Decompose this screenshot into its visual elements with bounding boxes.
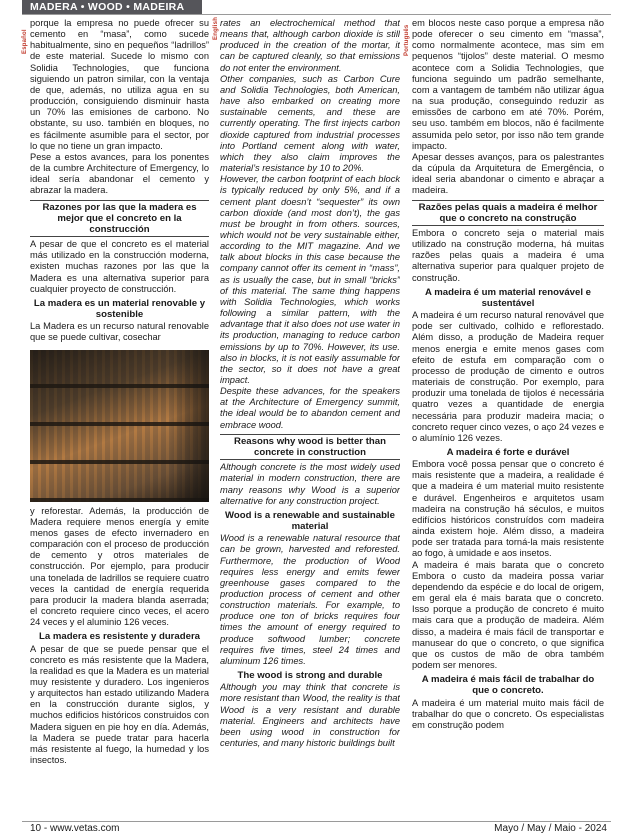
paragraph: La Madera es un recurso natural renovable que se puede cultivar, cosechar [30, 321, 209, 343]
footer-issue-date: Mayo / May / Maio - 2024 [494, 823, 607, 834]
paragraph: Despite these advances, for the speakers at the Architecture of Emergency summit, the ideal would be to abandon cement and embrace wood. [220, 386, 400, 430]
paragraph: y reforestar. Además, la producción de Madera requiere menos energía y emite menos gases de efecto invernadero en comparación con el proceso de producción de cemento y otros materiales de construcción. Por ejemplo, para producir una tonelada de ladrillos se requiere cuatro veces la cantidad de energía requerida para producir la madera blanda aserrada; el concreto requiere cinco veces, el acero 24 veces y el aluminio 126 veces. [30, 505, 209, 628]
section-heading: La madera es un material renovable y sostenible [33, 297, 206, 321]
wood-facade-photo [30, 350, 209, 502]
top-divider [22, 14, 611, 15]
paragraph: em blocos neste caso porque a empresa não pode oferecer o seu cimento em “massa”, como normalmente acontece, mas sim em pequenos “tijolos” deste material. O mesmo acontece com a Solidia Technologies, que funciona seguindo um padrão semelhante, com a vantagem de também não utilizar água na sua produção, conseguindo reduzir as emissões de carbono em até 70%. Porém, seu uso. também em blocos, não é facilmente assumida pelo setor, por isso não tem grande impacto. [412, 18, 604, 151]
paragraph: A madeira é um recurso natural renovável que pode ser cultivado, colhido e reflorestado. Além disso, a produção de Madeira requer menos energia e emite menos gases com efeito de estufa em comparação com o processo de produção de cimento e outros materiais de construção. Por exemplo, para produzir uma tonelada de tijolos é necessária quatro vezes a quantidade de energia necessária para produzir madeira macia; o concreto requer cinco vezes, o aço 24 vezes e o alumínio 126 vezes. [412, 310, 604, 443]
portuguese-column [412, 18, 604, 818]
paragraph: A madeira é mais barata que o concreto Embora o custo da madeira possa variar dependendo da espécie e do local de origem, em geral ela é mais barata que o concreto. Isso porque a produção de concreto é muito mais cara que a produção de madeira. Além disso, a madeira é mais fácil de transportar e manusear do que o concreto, o que significa que os custos de mão de obra também podem ser menores. [412, 559, 604, 670]
paragraph: Embora você possa pensar que o concreto é mais resistente que a madeira, a realidade é que a madeira é um material muito resistente e durável. Engenheiros e arquitetos usam madeira na construção há séculos, e muitos edifícios históricos construídos com madeira ainda existem hoje. Além disso, a madeira pode ser tratada para torná-la mais resistente ao fogo, à umidade e aos insetos. [412, 459, 604, 559]
paragraph: Wood is a renewable natural resource that can be grown, harvested and reforested. Furthermore, the production of Wood requires less energy and emits fewer greenhouse gases compared to the production process of cement and other construction materials. For example, to produce one ton of bricks requires four times the amount of energy required to produce softwood lumber; concrete requires five times, steel 24 times and aluminum 126 times. [220, 533, 400, 666]
paragraph: porque la empresa no puede ofrecer su cemento en “masa”, como sucede habitualmente, sino en pequeños “ladrillos” de este material. Sucede lo mismo con Solidia Technologies, que funciona siguiendo un patron similar, con la ventaja de que, además, no utiliza agua en su producción, consiguiendo disminuir hasta un 70% las emisiones de carbono. No obstante, su uso. también en bloques, no es fácilmente asumible para el sector, por lo que no tiene un gran impacto. [30, 18, 209, 151]
language-label-english: English [213, 16, 219, 40]
paragraph: A pesar de que el concreto es el material más utilizado en la construcción moderna, existen muchas razones por las que la Madera es una alternativa superior para cualquier proyecto de construcción. [30, 239, 209, 294]
section-heading: A madeira é mais fácil de trabalhar do que o concreto. [421, 674, 595, 697]
section-heading: La madera es resistente y duradera [38, 631, 201, 643]
section-header-tab: MADERA • WOOD • MADEIRA [22, 0, 202, 14]
paragraph: rates an electrochemical method that means that, although carbon dioxide is still produced in the creation of the mortar, it can be captured cleanly, so that emissions do not enter the environment. [220, 18, 400, 73]
paragraph: Pese a estos avances, para los ponentes de la cumbre Architecture of Emergency, lo ideal sería abandonar el cemento y abrazar la madera. [30, 151, 209, 196]
paragraph: Although you may think that concrete is more resistant than Wood, the reality is that Wood is a very resistant and durable material. Engineers and architects have been using wood in construction for centuries, and many historic buildings built [220, 682, 400, 749]
paragraph: Other companies, such as Carbon Cure and Solidia Technologies, both American, have also embarked on creating more sustainable cements, and these are currently operating. The first injects carbon dioxide captured from industrial processes into Portland cement along with water, which they also claim improves the material’s resistance by 10 to 20%. [220, 73, 400, 174]
section-heading: Wood is a renewable and sustainable material [225, 509, 395, 533]
section-heading: Reasons why wood is better than concrete in construction [220, 434, 400, 460]
section-heading: Razones por las que la madera es mejor que el concreto en la construcción [30, 200, 209, 238]
paragraph: A pesar de que se puede pensar que el concreto es más resistente que la Madera, la realidad es que la Madera es un material muy resistente y duradero. Los ingenieros y arquitectos han estado utilizando Madera en la construcción durante siglos, y muchos edificios históricos construidos con Madera siguen en pie hoy en día. Además, la Madera se puede tratar para hacerla más resistente al fuego, la humedad y los insectos. [30, 643, 209, 766]
section-heading: A madeira é um material renovável e sustentável [424, 286, 592, 309]
paragraph: A madeira é um material muito mais fácil de trabalhar do que o concreto. Os especialistas em construção podem [412, 697, 604, 730]
language-label-spanish: Español [22, 29, 28, 54]
english-column [220, 18, 400, 818]
section-heading: The wood is strong and durable [237, 670, 383, 682]
language-label-portuguese: Português [404, 24, 410, 56]
paragraph: Embora o concreto seja o material mais utilizado na construção moderna, há muitas razões pelas quais a madeira é uma alternativa superior para qualquer projeto de construção. [412, 227, 604, 283]
paragraph: However, the carbon footprint of each block is typically reduced by only 5%, and if a cement plant doesn’t “sequester” its own carbon dioxide (and most don’t), the gas must be brought in from others. sources, which would not be very sustainable either, according to the MIT magazine. And we talk about blocks in this case because the company cannot offer its cement in “mass”, as is usually the case, but in small “bricks” of this material. The same thing happens with Solidia Technologies, which works following a similar pattern, with the advantage that it also does not use water in its production, managing to reduce carbon emissions by up to 70%. However, its use. also in blocks, it is not easily assumable for the sector, so it does not have a great impact. [220, 174, 400, 385]
section-heading: Razões pelas quais a madeira é melhor que o concreto na construção [412, 200, 604, 226]
paragraph: Apesar desses avanços, para os palestrantes da cúpula da Arquitetura de Emergência, o ideal seria abandonar o cimento e abraçar a madeira. [412, 151, 604, 196]
spanish-column [30, 18, 209, 818]
paragraph: Although concrete is the most widely used material in modern construction, there are many reasons why Wood is a superior alternative for any construction project. [220, 462, 400, 506]
section-heading: A madeira é forte e durável [446, 446, 570, 458]
footer-page-url: 10 - www.vetas.com [30, 823, 120, 834]
